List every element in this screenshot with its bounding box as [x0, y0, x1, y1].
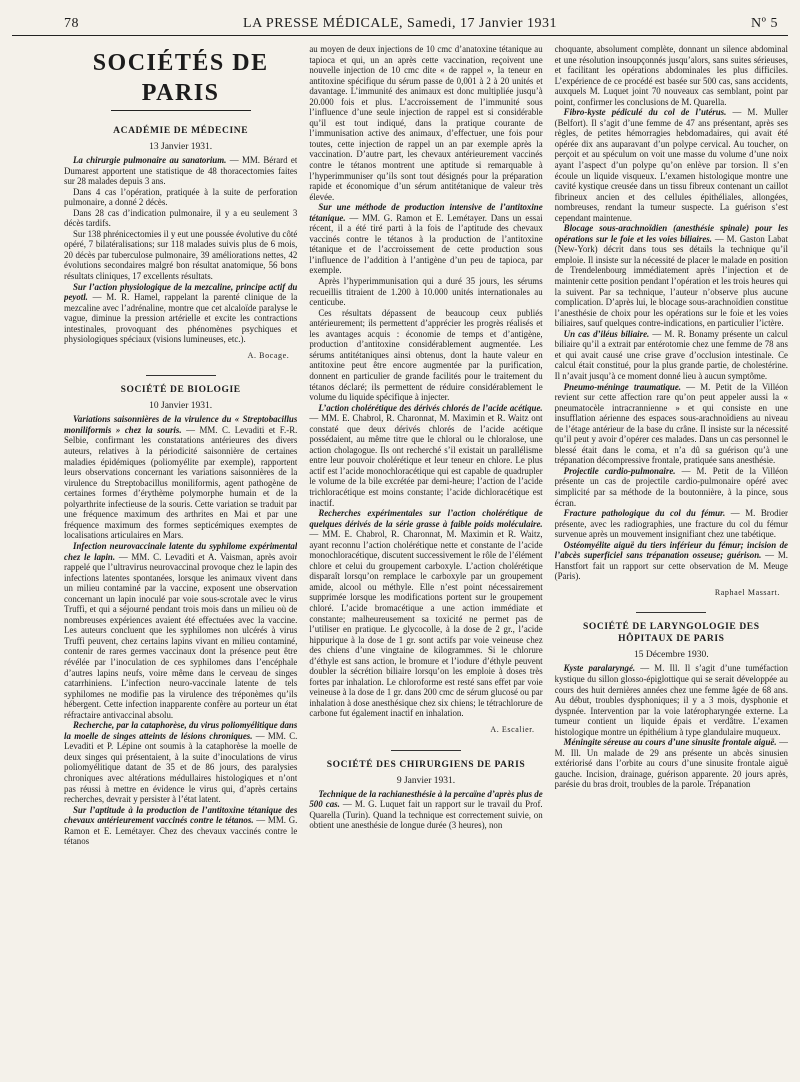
- session-date: 15 Décembre 1930.: [633, 650, 709, 661]
- session-date: 10 Janvier 1931.: [149, 401, 213, 412]
- article-paragraph: [555, 737, 788, 790]
- section-divider: [391, 750, 461, 751]
- article-paragraph: [555, 223, 788, 328]
- article-paragraph: [555, 107, 788, 223]
- article-paragraph: [64, 720, 297, 804]
- article-text: — MM. C. Levaditi et F.-R. Selbie, confirmant les constatations antérieures des divers auteurs, relatives à la périodicité saisonnière de certaines maladies épidémiques (poliomyélite par exemple), rapportent leurs observations concernant les variations saisonnières de la virulence du Streptobacillus moniliformis, agent pathogène de certaines formes d’érythème polymorphe humain et de la polyarthrite infectieuse de la souris. Cette variation se traduit par une fréquence maximum des arthrites en Mai et par une fréquence maximum des formes septicémiques exemptes de localisations articulaires en Mars.: [64, 424, 298, 541]
- section-main-title: SOCIÉTÉS DE PARIS: [92, 50, 269, 106]
- author-signature: Raphael Massart.: [714, 587, 780, 597]
- article-paragraph: [64, 805, 297, 847]
- section-divider: [636, 612, 706, 613]
- article-text: — M. Hanstfort fait un rapport sur cette observation de M. Meuge (Paris).: [554, 550, 788, 582]
- article-text: — MM. Bérard et Dumarest apportent une statistique de 48 thoracectomies faites sur 28 malades depuis 3 ans.: [64, 155, 298, 187]
- article-heading: Sur l’action physiologique de la mezcaline, principe actif du peyotl.: [64, 281, 298, 303]
- article-text: — MM. C. Levaditi et P. Lépine ont soumis à la cataphorèse la moelle de deux singes qui présentaient, à la suite d’inoculations de virus poliomyélitique datant de 35 et de 86 jours, des paralysies chroniques avec altérations médullaires histologiques et n’ont pas réussi à mettre en évidence le virus qui, d’après certains recherches, devrait y persister à l’état latent.: [64, 730, 298, 805]
- article-heading: Technique de la rachianesthésie à la percaïne d’après plus de 500 cas.: [309, 788, 543, 810]
- page-header: [12, 14, 788, 36]
- article-text: — M. Brodier présente, avec les radiographies, une fracture du col du fémur survenue après un mouvement insignifiant chez une tabétique.: [554, 508, 788, 540]
- article-text: — M. Muller (Belfort). Il s’agit d’une femme de 47 ans présentant, après ses règles, de petites hémorragies hebdomadaires, qui avait été opérée dix ans auparavant d’un polype cervical. Au toucher, on perçoit et au spéculum on voit une masse du volume d’une noix ayant l’aspect d’un polype qu’on enlève par torsion. Il s’en écoule un liquide visqueux. L’examen histologique montre une cavité kystique creusée dans un tissu fibreux contenant un caillot fibrineux ancien et des cellules épithéliales, allongées, nombreuses, rendant la tumeur suspecte. La guérison s’est cependant maintenue.: [554, 107, 788, 223]
- article-heading: Fracture pathologique du col du fémur.: [563, 508, 726, 519]
- article-text: — MM. E. Chabrol, R. Charonnat, M. Maximin et R. Waitz ont constaté que deux dérivés chlorés de l’acide acétique possédaient, au même titre que le chloral ou le chloralose, une action cholagogue. Ils ont recherché s’il existait un parallélisme entre leur pouvoir cholérétique et leur teneur en chlore. Le plus actif est l’acide monochloracétique qui est capable de quadrupler le volume de la bile excrétée par demi-heure; l’action de l’acide trichloracétique est moins constante; l’acide dichloracétique est inactif.: [309, 413, 543, 508]
- article-paragraph: [555, 508, 788, 540]
- article-heading: Sur une méthode de production intensive de l’antitoxine tétanique.: [309, 202, 543, 223]
- session-date: 13 Janvier 1931.: [149, 142, 213, 152]
- article-text: — M. Gaston Labat (New-York) décrit dans tous ses détails la technique qu’il emploie. Il insiste sur la nécessité de placer le malade en position de Trendelenbourg immédiatement après l’injection et de maintenir cette position pendant l’opération et les trois heures qui la suivent. Par sa technique, l’auteur n’observe plus aucune complication. D’après lui, le blocage sous-arachnoïdien constitue l’anesthésie de choix pour les opérations sur le foie et les voies biliaires, sauf quelques contre-indications, en particulier l’ictère.: [554, 233, 788, 329]
- article-paragraph: Sur 138 phrénicectomies il y eut une poussée évolutive du côté opéré, 7 bilatéralisations; sur 118 malades suivis plus de 6 mois, 20 décès par tuberculose pulmonaire, 39 améliorations nettes, 42 évolutions secondaires malgré bon résultat anatomique, 56 bons résultats cliniques, 17 excellents résultats.: [64, 228, 298, 282]
- article-text: — M. R. Bonamy présente un calcul biliaire qu’il a extrait par entérotomie chez une femme de 78 ans et qui avait causé une crise grave d’occlusion intestinale. Ce calcul était constitué, pour la plus grande partie, de cholestérine. Il n’avait jusqu’à ce moment donné lieu à aucun symptôme.: [554, 328, 788, 381]
- article-heading: La chirurgie pulmonaire au sanatorium.: [73, 155, 227, 165]
- article-heading: Recherche, par la cataphorèse, du virus poliomyélitique dans la moelle de singes atteints de lésions chroniques.: [64, 720, 298, 741]
- article-paragraph: [309, 202, 542, 276]
- article-paragraph: [309, 789, 542, 831]
- article-heading: Pneumo-méninge traumatique.: [563, 381, 682, 392]
- article-text: — M. Ill. Il s’agit d’une tuméfaction kystique du sillon glosso-épiglottique qui se serait développée au cours des huit dernières années chez une femme âgée de 68 ans. Au début, troubles dysphoniques; il y a 3 mois, dysphonie et dyspnée. Intervention par la voie latéropharyngée externe. La tumeur contient un liquide épais et verdâtre. L’examen histologique montre un épithélium à type glandulaire muqueux.: [554, 663, 788, 737]
- issue-number: Nº 5: [751, 16, 778, 31]
- article-heading: Sur l’aptitude à la production de l’antitoxine tétanique des chevaux antérieurement vaccinés contre le tétanos.: [64, 804, 298, 826]
- article-heading: Un cas d’iléus biliaire.: [563, 328, 650, 339]
- section-divider: [146, 375, 216, 376]
- journal-title: LA PRESSE MÉDICALE, Samedi, 17 Janvier 1931: [243, 16, 557, 31]
- article-paragraph: [555, 540, 788, 582]
- article-paragraph: Après l’hyperimmunisation qui a duré 35 jours, les sérums recueillis titraient de 1.200 à 10.000 unités internationales au centicube.: [309, 276, 543, 308]
- article-heading: L’action cholérétique des dérivés chlorés de l’acide acétique.: [318, 402, 543, 413]
- article-text: — MM. C. Levaditi et A. Vaisman, après avoir rappelé que l’ultravirus neurovaccinal provoque chez le lapin des infections latentes spontanées, lorsque les animaux vivent dans un milieu contaminé par la vaccine, exposent une observation concernant un lapin inoculé par voie sous-scrotale avec le virus Truffi, et qui a séjourné pendant trois mois dans un milieu où de nombreuses expériences avaient été effectuées avec la vaccine. Les auteurs concluent que les syphilomes non ulcérés à virus Truffi peuvent, chez certains lapins vivant en milieu contaminé, contenir de rares germes vaccinaux dont la présence peut être révélée par l’inoculation de ces syphilomes dans l’encéphale d’autres lapins neufs, voire même dans le cerveau de singes catarrhiniens. L’infection neuro-vaccinale latente de tels syphilomes ne modifie pas la virulence des tréponèmes qu’ils hébergent. Cette infection inapparente confère au porteur un état réfractaire antivaccinal absolu.: [64, 551, 298, 720]
- article-paragraph: [64, 155, 297, 187]
- article-columns: [64, 44, 788, 1074]
- article-paragraph: choquante, absolument complète, donnant un silence abdominal et une résolution insoupçonnés jusqu’alors, sans suites sérieuses, et facilitant les opérations abdominales les plus difficiles. L’expérience de ce procédé est basée sur 500 cas, sans accidents, auxquels M. Luquet joint 70 nouveaux cas semblant, point par point, confirmer les conclusions de M. Quarella.: [554, 44, 788, 107]
- title-rule: [111, 110, 251, 111]
- article-paragraph: [309, 403, 542, 508]
- article-text: — MM. G. Ramon et E. Lemétayer. Chez des chevaux vaccinés contre le tétanos: [64, 815, 298, 847]
- article-paragraph: [555, 382, 788, 466]
- page-number: 78: [64, 16, 79, 31]
- article-heading: Projectile cardio-pulmonaire.: [563, 465, 676, 476]
- author-signature: A. Escalier.: [490, 725, 535, 734]
- article-heading: Infection neurovaccinale latente du syphilome expérimental chez le lapin.: [64, 540, 298, 562]
- article-paragraph: [555, 663, 788, 737]
- article-paragraph: Dans 4 cas l’opération, pratiquée à la suite de perforation pulmonaire, a donné 2 décès.: [64, 186, 298, 208]
- article-paragraph: Ces résultats dépassent de beaucoup ceux publiés antérieurement; ils permettent d’apprécier les progrès réalisés et les avantages acquis : économie de temps et d’antigène, production d’antitoxine considérablement augmentée. Les sérums antitétaniques ainsi obtenus, dont la haute valeur en antitoxine peut être encore augmentée par la purification, donnent en particulier de grande facilités pour le traitement du tétanos déclaré; ils permettent de réduire considérablement le volume du liquide spécifique à injecter.: [309, 307, 543, 403]
- session-date: 9 Janvier 1931.: [396, 775, 456, 786]
- article-heading: Méningite séreuse au cours d’une sinusite frontale aiguë.: [563, 737, 777, 748]
- society-title: SOCIÉTÉ DES CHIRURGIENS DE PARIS: [326, 759, 526, 770]
- article-text: — M. Petit de la Villéon revient sur cette affection rare qu’on peut appeler aussi la « pneumatocèle intracrannienne » et qui consiste en une insufflation aérienne des espaces sous-arachnoïdiens au niveau de l’étage antérieur de la base du crâne. Il insiste sur la nécessité qu’il peut y avoir d’opérer ces malades. Dans un cas personnel le blessé était dans le coma, et n’a dû sa guérison qu’à une trépanation décompressive frontale, pratiquée sans anesthésie.: [554, 381, 788, 466]
- column-2: [309, 44, 542, 1074]
- article-paragraph: au moyen de deux injections de 10 cmc d’anatoxine tétanique au tapioca et qui, un an après cette vaccination, reçoivent une nouvelle injection de 10 cmc dite « de rappel », la teneur en antitoxine spécifique du sérum passe de 0,001 à 2 à 20 unités et davantage. L’immunité des animaux est donc multipliée jusqu’à 20.000 fois et plus. L’accroissement de l’immunité sous l’influence d’une seule injection de rappel est si considérable qu’il est tout indiqué, dans la pratique courante de l’immunisation active des animaux, d’effectuer, une fois pour toutes, cette injection de rappel un an par exemple après la vaccination. D’autre part, les chevaux antérieurement vaccinés contre le tétanos montrent une aptitude si remarquable à l’hyperimmuniser qu’ils sont tout désignés pour la préparation rapide et économique d’un sérum antitétanique de valeur très élevée.: [309, 44, 543, 202]
- article-paragraph: Dans 28 cas d’indication pulmonaire, il y a eu seulement 3 décès tardifs.: [64, 207, 298, 229]
- article-heading: Variations saisonnières de la virulence du « Streptobacillus moniliformis » chez la souris.: [64, 414, 298, 435]
- article-heading: Fibro-kyste pédiculé du col de l’utérus.: [563, 107, 727, 118]
- society-title: SOCIÉTÉ DE BIOLOGIE: [120, 385, 241, 396]
- article-paragraph: [64, 282, 297, 345]
- article-paragraph: [555, 466, 788, 508]
- article-text: — M. Petit de la Villéon présente un cas de projectile cardio-pulmonaire opéré avec simplicité par sa méthode de la boutonnière, à la pince, sous écran.: [554, 465, 788, 508]
- article-text: — M. G. Luquet fait un rapport sur le travail du Prof. Quarella (Turin). Quand la technique est correctement suivie, on obtient une anesthésie de longue durée (3 heures), non: [309, 799, 543, 831]
- article-heading: Recherches expérimentales sur l’action cholérétique de quelques dérivés de la série grasse à faible poids moléculaire.: [309, 508, 543, 529]
- article-text: — MM. G. Ramon et E. Lemétayer. Dans un essai récent, il a été tiré parti à la fois de l’aptitude des chevaux vaccinés contre le tétanos à la production de l’antitoxine tétanique et de l’accroissement de cette production sous l’influence de l’addition à l’antigène d’un peu de tapioca, par exemple.: [309, 212, 543, 276]
- article-paragraph: [64, 541, 297, 720]
- article-heading: Blocage sous-arachnoïdien (anesthésie spinale) pour les opérations sur le foie et les voies biliaires.: [554, 223, 788, 244]
- column-3: [555, 44, 788, 1074]
- article-text: — M. Ill. Un malade de 29 ans présente un abcès sinusien extériorisé dans l’orbite au cours d’une sinusite frontale aiguë gauche. Incision, drainage, guérison apparente. 20 jours après, parésie du bras droit, troubles de la parole. Trépanation: [554, 737, 788, 790]
- author-signature: A. Bocage.: [247, 350, 290, 360]
- column-1: [64, 44, 297, 1074]
- society-title: ACADÉMIE DE MÉDECINE: [113, 126, 249, 136]
- article-heading: Kyste paralaryngé.: [563, 663, 636, 674]
- article-text: — M. R. Hamel, rappelant la parenté clinique de la mezcaline avec l’adrénaline, montre que cet alcaloïde paralyse le vague, diminue la pression artérielle et excite les contractions intestinales, provoquant des phénomènes psychiques et physiologiques spéciaux (visions lumineuses, etc.).: [64, 292, 298, 345]
- article-paragraph: [555, 329, 788, 382]
- society-title: SOCIÉTÉ DE LARYNGOLOGIE DES HÔPITAUX DE PARIS: [583, 622, 760, 645]
- article-heading: Ostéomyélite aiguë du tiers inférieur du fémur; incision de l’abcès superficiel sans trépanation osseuse; guérison.: [554, 539, 788, 561]
- article-paragraph: [309, 508, 542, 719]
- article-paragraph: [64, 414, 297, 541]
- article-text: — MM. E. Chabrol, R. Charonnat, M. Maximin et R. Waitz, ayant reconnu l’action cholérétique nette et constante de l’acide monochloracétique, discutent successivement le rôle de l’élément chlore et celui du groupement carboxyle. L’action cholérétique disparaît lorsqu’on remplace le carboxyle par un groupement amide, alcool ou méthyle. Elle n’est point nécessairement supprimée lorsque les modifications portent sur le groupement chloré. L’acide bromacétique a une action immédiate et constante; malheureusement sa toxicité ne permet pas de l’utiliser en pratique. Le glycocolle, à la dose de 2 gr., l’acide hippurique à la dose de 1 gr. sont actifs par voie veineuse chez des chiens d’une vingtaine de kilogrammes. Si le chlorure d’éthyle est sans action, le bromure et l’iodure d’éthyle peuvent doubler la sécrétion biliaire lorsqu’on les emploie à doses très fortes par inhalation. Le chloroforme est resté sans effet par voie veineuse à la dose de 1 gr. dans 200 cmc de sérum glucosé ou par inhalation à dose anesthésique chez six chiens; le tétrachlorure de carbone fut également inactif en inhalation.: [309, 529, 543, 719]
